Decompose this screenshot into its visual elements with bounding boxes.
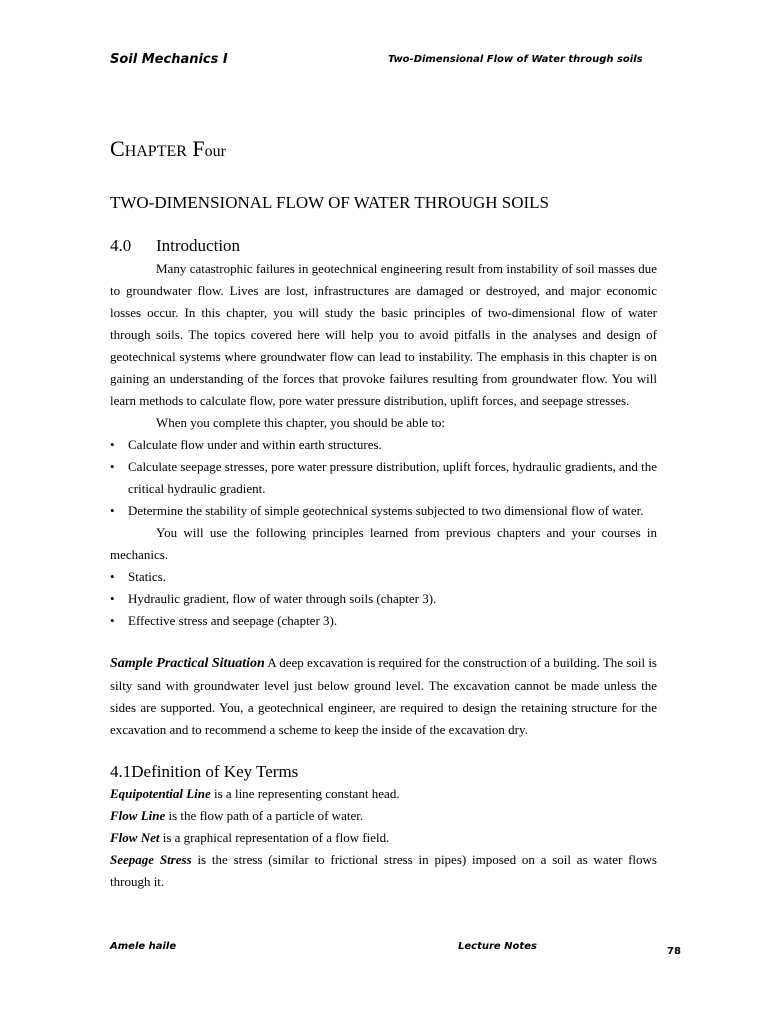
header-left-title: Soil Mechanics I bbox=[110, 52, 228, 67]
term-definition bbox=[110, 805, 657, 827]
sample-lead: Sample Practical Situation bbox=[110, 656, 265, 671]
term-text: is a graphical representation of a flow field. bbox=[159, 830, 390, 845]
term-definition bbox=[110, 783, 657, 805]
term-text: is the stress (similar to frictional stress in pipes) imposed on a soil as water flows through it. bbox=[110, 852, 657, 889]
term-text: is the flow path of a particle of water. bbox=[165, 808, 364, 823]
page-number: 78 bbox=[667, 946, 681, 957]
chapter-title: TWO-DIMENSIONAL FLOW OF WATER THROUGH SOILS bbox=[110, 193, 550, 212]
principles-list bbox=[110, 566, 657, 632]
terms-block bbox=[110, 783, 657, 893]
header-right-title: Two-Dimensional Flow of Water through soils bbox=[388, 54, 643, 65]
section-title: Introduction bbox=[156, 236, 241, 255]
section-terms-heading bbox=[110, 762, 298, 782]
list-item: • Statics. bbox=[110, 566, 657, 588]
footer-center: Lecture Notes bbox=[458, 941, 537, 952]
intro-block bbox=[110, 258, 657, 632]
term-name: Equipotential Line bbox=[110, 786, 211, 801]
sample-situation bbox=[110, 652, 657, 741]
term-name: Flow Line bbox=[110, 808, 166, 823]
term-definition bbox=[110, 827, 657, 849]
chapter-word: HAPTER bbox=[124, 143, 187, 160]
objectives-intro: When you complete this chapter, you should be able to: bbox=[156, 415, 446, 430]
term-definition bbox=[110, 849, 657, 893]
chapter-initial: C bbox=[110, 136, 125, 161]
section-number: 4.0 bbox=[110, 236, 132, 255]
term-text: is a line representing constant head. bbox=[210, 786, 400, 801]
principles-intro: You will use the following principles learned from previous chapters and your courses in mechanics. bbox=[110, 525, 657, 562]
term-name: Flow Net bbox=[110, 830, 160, 845]
section-number: 4.1 bbox=[110, 762, 132, 781]
term-name: Seepage Stress bbox=[110, 852, 192, 867]
list-item: • Determine the stability of simple geotechnical systems subjected to two dimensional flow of water. bbox=[110, 500, 657, 522]
objectives-list bbox=[110, 434, 657, 522]
intro-paragraph: Many catastrophic failures in geotechnical engineering result from instability of soil masses due to groundwater flow. Lives are lost, infrastructures are damaged or destroyed, and major economic losses occur. In this chapter, you will study the basic principles of two-dimensional flow of water through soils. The topics covered here will help you to avoid pitfalls in the analyses and design of geotechnical systems where groundwater flow can lead to instability. The emphasis in this chapter is on gaining an understanding of the forces that provoke failures resulting from groundwater flow. You will learn methods to calculate flow, pore water pressure distribution, uplift forces, and seepage stresses. bbox=[110, 261, 657, 408]
chapter-heading bbox=[110, 136, 226, 162]
sample-text: A deep excavation is required for the construction of a building. The soil is silty sand with groundwater level just below ground level. The excavation cannot be made unless the sides are supported. You, a geotechnical engineer, are required to design the retaining structure for the excavation and to recommend a scheme to keep the inside of the excavation dry. bbox=[110, 655, 657, 737]
section-title: Definition of Key Terms bbox=[131, 762, 299, 781]
section-intro-heading bbox=[110, 236, 240, 256]
chapter-number-initial: F bbox=[192, 136, 205, 161]
list-item: • Calculate seepage stresses, pore water pressure distribution, uplift forces, hydraulic gradients, and the critical hydraulic gradient. bbox=[110, 456, 657, 500]
chapter-number-rest: our bbox=[204, 143, 226, 160]
footer-author: Amele haile bbox=[110, 941, 177, 952]
list-item: • Effective stress and seepage (chapter 3). bbox=[110, 610, 657, 632]
list-item: • Calculate flow under and within earth structures. bbox=[110, 434, 657, 456]
list-item: • Hydraulic gradient, flow of water through soils (chapter 3). bbox=[110, 588, 657, 610]
